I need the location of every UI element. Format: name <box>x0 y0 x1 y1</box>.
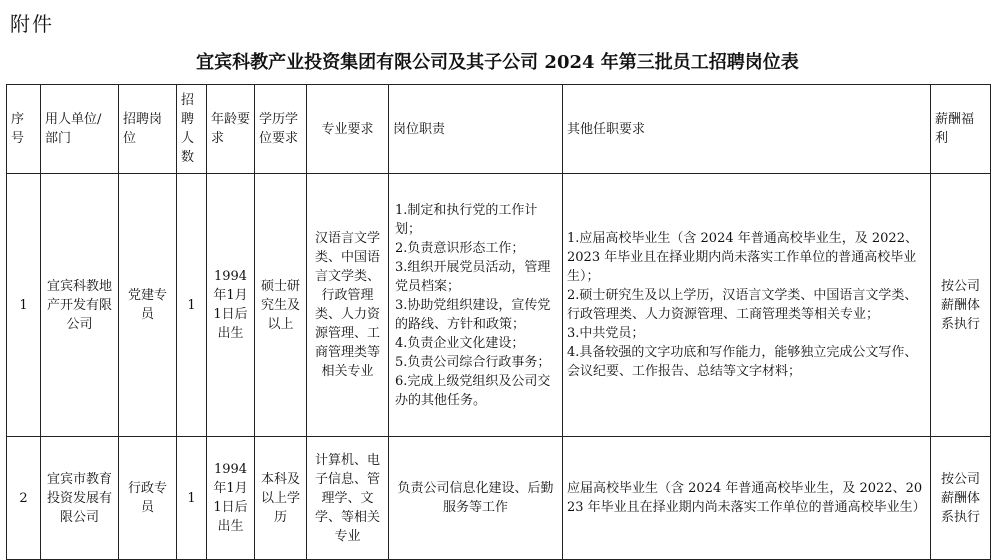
requirement-item: 2.硕士研究生及以上学历，汉语言文学类、中国语言文学类、行政管理类、人力资源管理、工商管理类等相关专业； <box>567 288 918 322</box>
recruitment-table <box>6 84 991 560</box>
document-title: 宜宾科教产业投资集团有限公司及其子公司 2024 年第三批员工招聘岗位表 <box>196 52 799 73</box>
header-requirements: 其他任职要求 <box>563 85 931 174</box>
table-header-row <box>7 85 991 174</box>
duty-item: 6.完成上级党组织及公司交办的其他任务。 <box>395 373 551 408</box>
duty-item: 5.负责公司综合行政事务； <box>395 354 551 370</box>
cell-no: 2 <box>7 437 41 560</box>
requirement-item: 应届高校毕业生（含 2024 年普通高校毕业生，及 2022、2023 年毕业且在择业期内尚未落实工作单位的普通高校毕业生） <box>567 481 926 515</box>
requirement-item: 3.中共党员； <box>567 326 645 341</box>
cell-salary: 按公司薪酬体系执行 <box>931 437 991 560</box>
cell-age: 1994年1月1日后出生 <box>207 174 255 437</box>
header-no: 序号 <box>7 85 41 174</box>
attachment-label: 附件 <box>10 12 54 36</box>
cell-duties <box>389 437 563 560</box>
cell-unit: 宜宾科教地产开发有限公司 <box>41 174 119 437</box>
cell-position: 行政专员 <box>119 437 177 560</box>
cell-major: 汉语言文学类、中国语言文学类、行政管理类、人力资源管理、工商管理类等相关专业 <box>307 174 389 437</box>
header-position: 招聘岗位 <box>119 85 177 174</box>
header-education: 学历学位要求 <box>255 85 307 174</box>
cell-count: 1 <box>177 437 207 560</box>
header-major: 专业要求 <box>307 85 389 174</box>
cell-salary: 按公司薪酬体系执行 <box>931 174 991 437</box>
cell-requirements <box>563 174 931 437</box>
header-duties: 岗位职责 <box>389 85 563 174</box>
header-unit: 用人单位/部门 <box>41 85 119 174</box>
header-count: 招聘人数 <box>177 85 207 174</box>
cell-position: 党建专员 <box>119 174 177 437</box>
cell-age: 1994年1月1日后出生 <box>207 437 255 560</box>
cell-major: 计算机、电子信息、管理学、文学、等相关专业 <box>307 437 389 560</box>
cell-no: 1 <box>7 174 41 437</box>
cell-duties <box>389 174 563 437</box>
table-row <box>7 174 991 437</box>
duty-item: 3.协助党组织建设，宣传党的路线、方针和政策； <box>395 297 551 332</box>
requirement-item: 4.具备较强的文字功底和写作能力，能够独立完成公文写作、会议纪要、工作报告、总结等文字材料； <box>567 345 918 379</box>
duty-item: 3.组织开展党员活动，管理党员档案； <box>395 259 551 294</box>
cell-requirements <box>563 437 931 560</box>
requirement-item: 1.应届高校毕业生（含 2024 年普通高校毕业生，及 2022、2023 年毕业且在择业期内尚未落实工作单位的普通高校毕业生）； <box>567 231 918 284</box>
duty-item: 2.负责意识形态工作； <box>395 240 525 256</box>
cell-unit: 宜宾市教育投资发展有限公司 <box>41 437 119 560</box>
duty-item: 负责公司信息化建设、后勤服务等工作 <box>397 481 554 515</box>
cell-count: 1 <box>177 174 207 437</box>
cell-education: 本科及以上学历 <box>255 437 307 560</box>
header-salary: 薪酬福利 <box>931 85 991 174</box>
table-row <box>7 437 991 560</box>
cell-education: 硕士研究生及以上 <box>255 174 307 437</box>
duty-item: 4.负责企业文化建设； <box>395 335 525 351</box>
duty-item: 1.制定和执行党的工作计划； <box>395 202 538 237</box>
header-age: 年龄要求 <box>207 85 255 174</box>
